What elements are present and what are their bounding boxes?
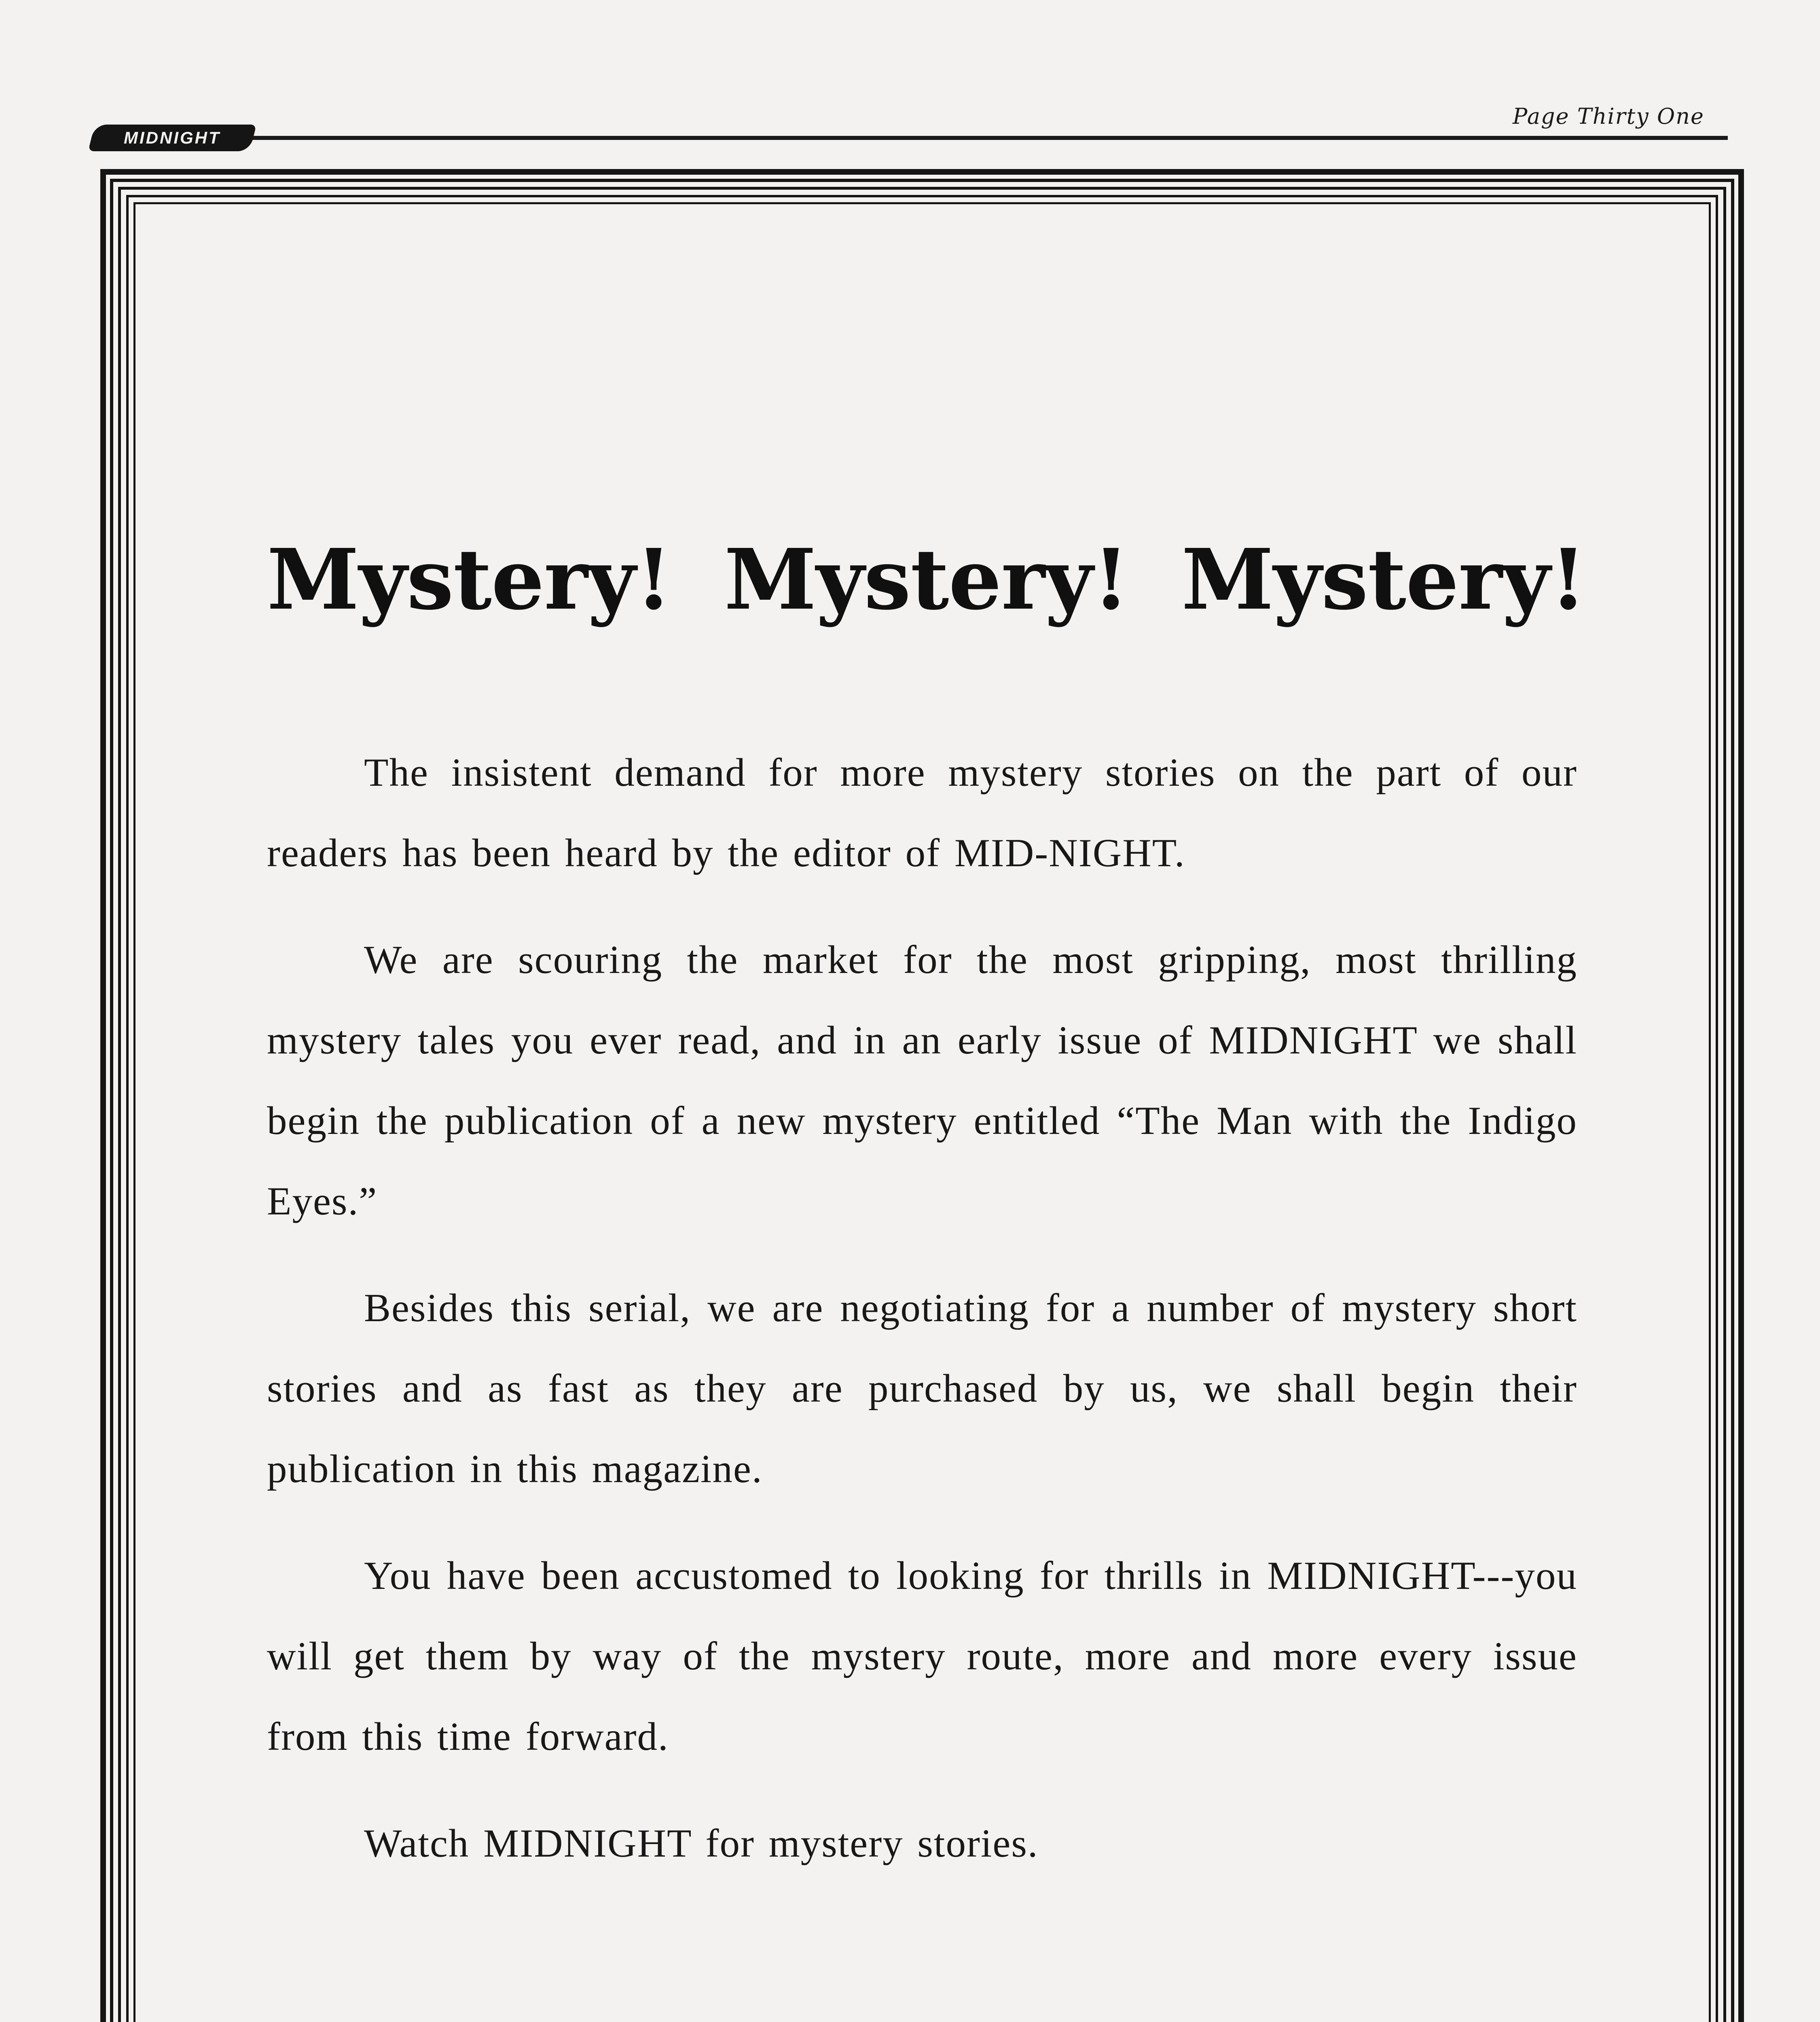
article-body [267, 732, 1577, 1884]
article-paragraph: Besides this serial, we are negotiating for a number of mystery short stories and as fast as they are purchased by us, we shall begin their publication in this magazine. [267, 1286, 1577, 1491]
header-rule [105, 136, 1728, 140]
page-number: Page Thirty One [1512, 104, 1704, 129]
article-paragraph: Watch MIDNIGHT for mystery stories. [364, 1821, 1039, 1865]
masthead-title: MIDNIGHT [124, 128, 221, 147]
headline-word: Mystery! [1181, 531, 1586, 628]
article-paragraph: We are scouring the market for the most gripping, most thrilling mystery tales you ever read, and in an early issue of MIDNIGHT we shall begin the publication of a new mystery entitled “The Man with the Indigo Eyes.” [267, 938, 1577, 1223]
article-paragraph: The insistent demand for more mystery stories on the part of our readers has been heard by the editor of MID-NIGHT. [267, 751, 1577, 875]
headline [267, 531, 1586, 628]
masthead-logo [88, 125, 256, 151]
article [267, 531, 1586, 1910]
headline-word: Mystery! [267, 531, 672, 628]
article-paragraph: You have been accustomed to looking for thrills in MIDNIGHT---you will get them by way of the mystery route, more and more every issue from this time forward. [267, 1554, 1577, 1759]
headline-word: Mystery! [724, 531, 1129, 628]
